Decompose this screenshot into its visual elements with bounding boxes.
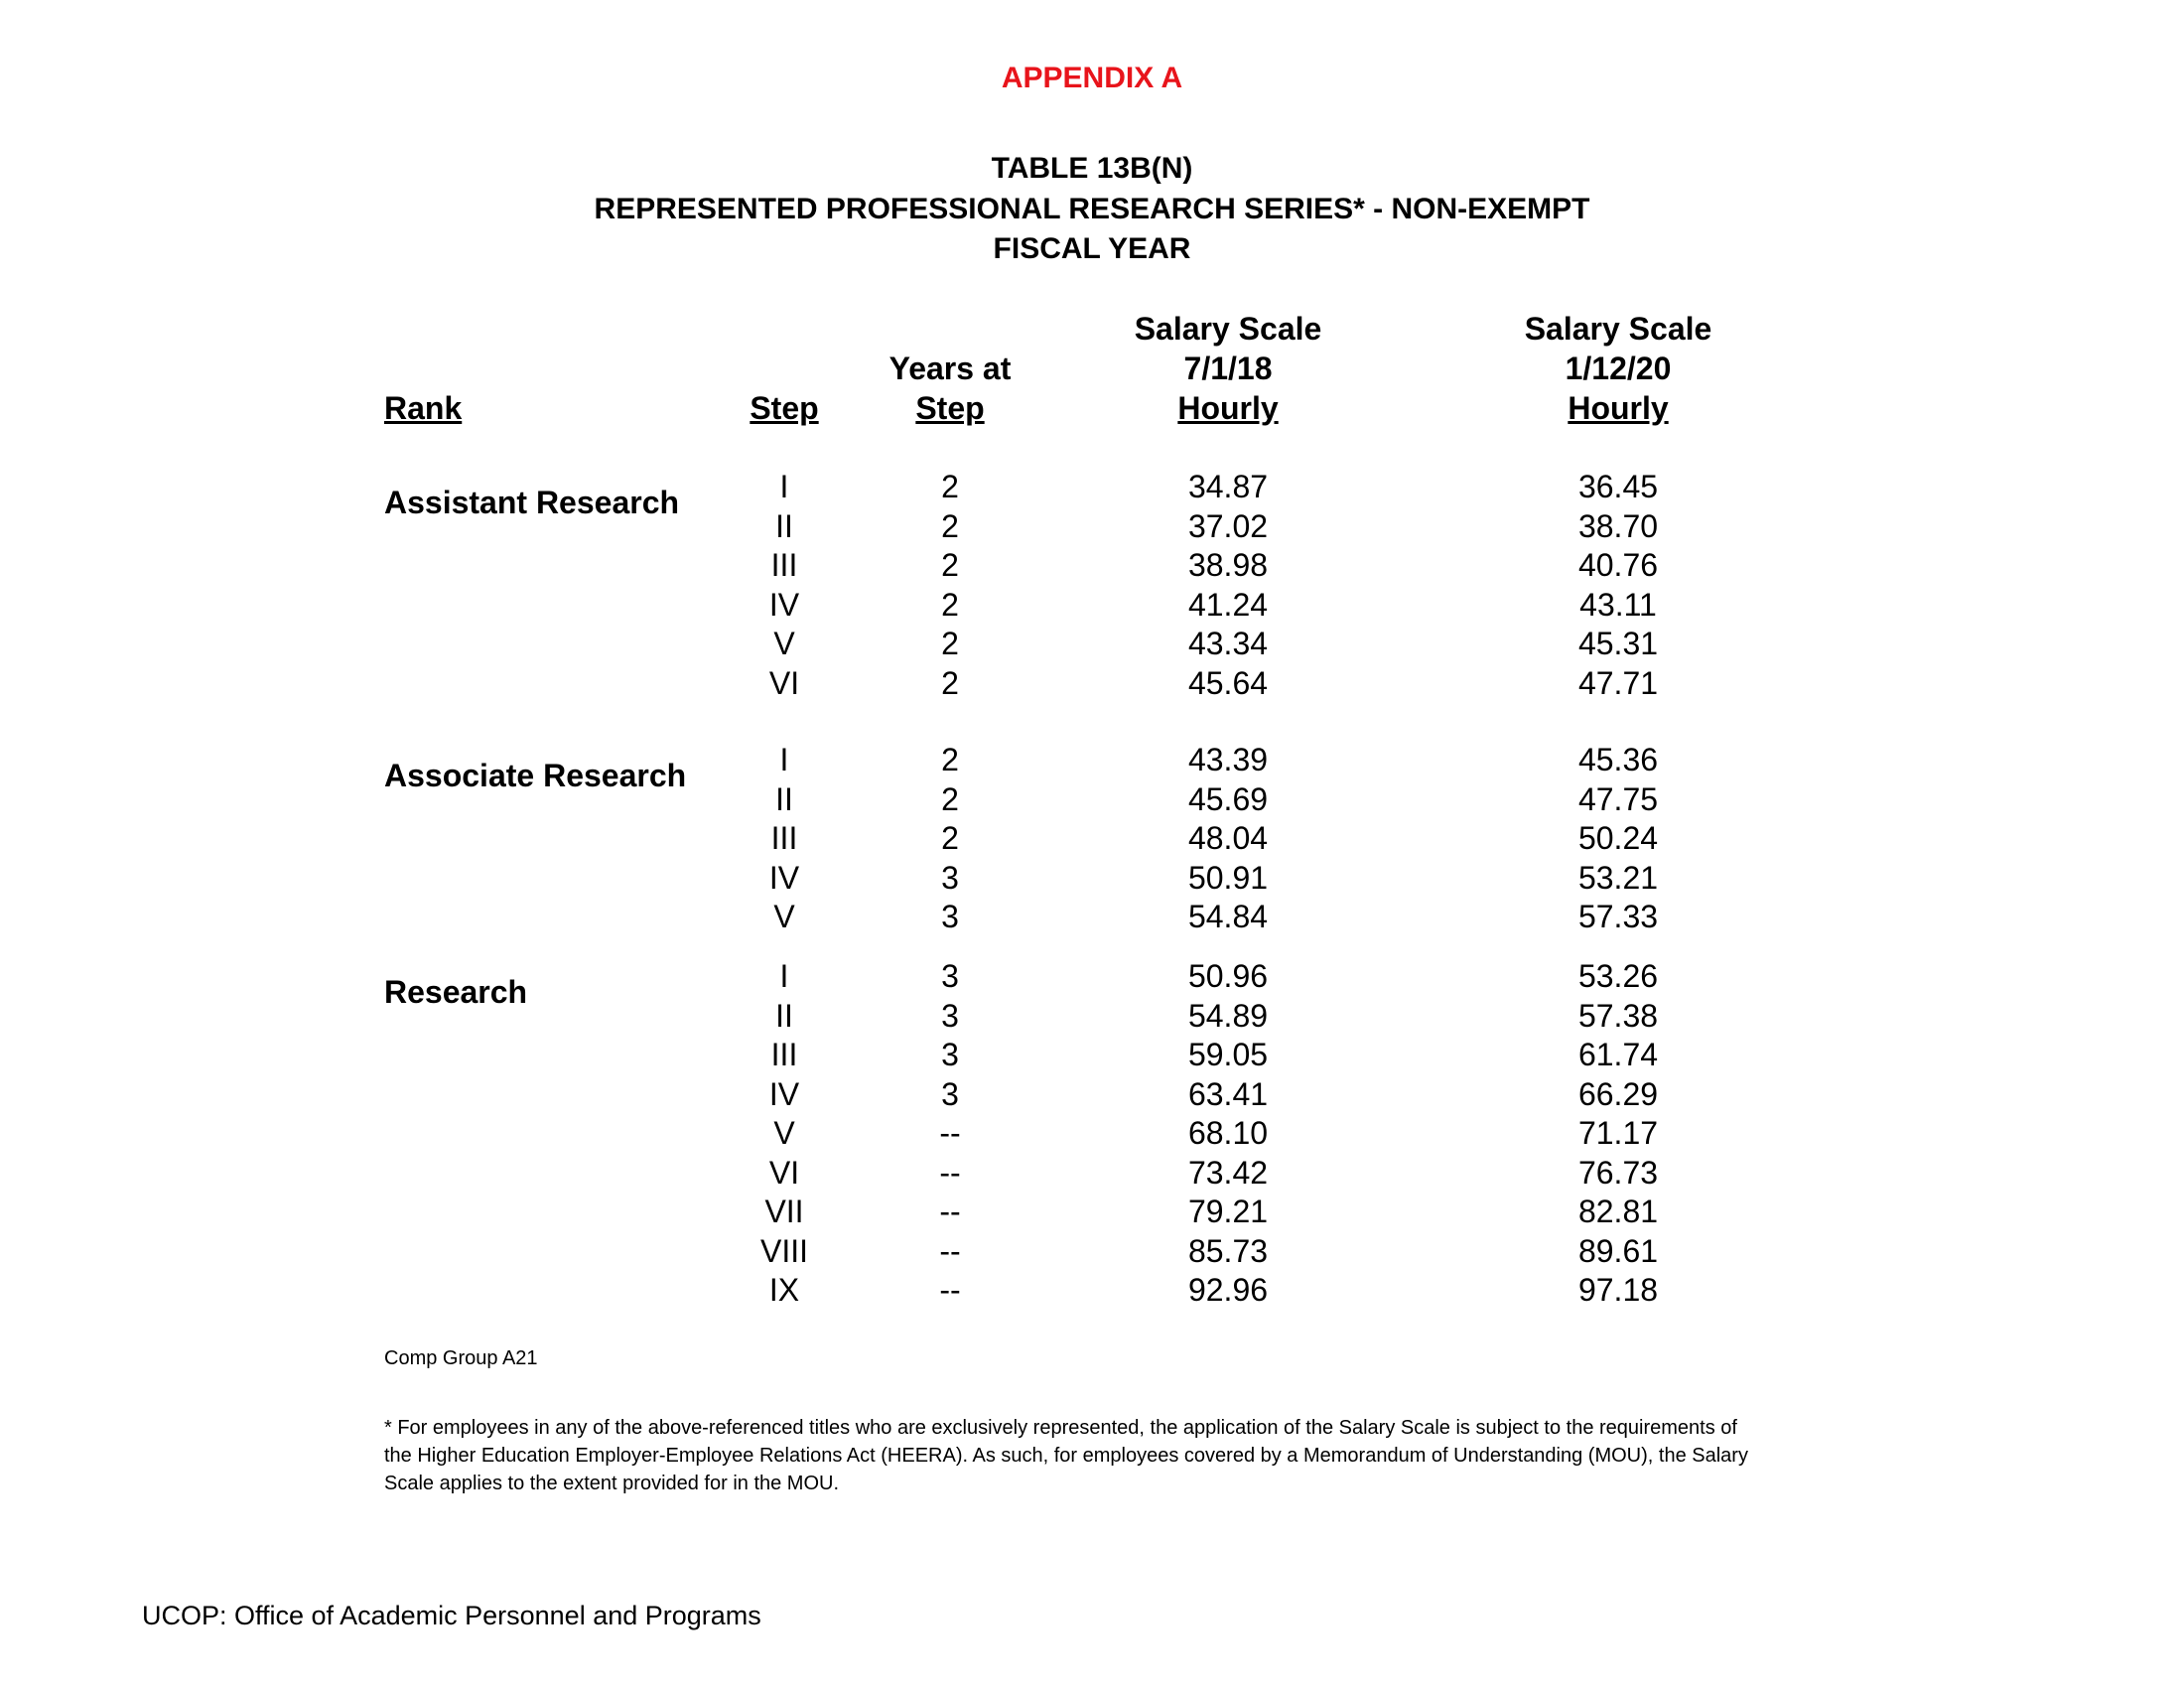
table-title: TABLE 13B(N) — [991, 152, 1193, 185]
step-cell: II — [775, 997, 793, 1034]
rank-label: Associate Research — [384, 758, 687, 793]
salary-2018-cell: 45.69 — [1187, 780, 1269, 817]
years-cell: 2 — [941, 780, 959, 817]
step-cell: II — [775, 507, 793, 544]
salary-2018-cell: 43.34 — [1187, 626, 1269, 661]
years-cell: 3 — [941, 1075, 959, 1112]
col-header-years-line1: Years at — [888, 351, 1012, 386]
step-cell: I — [779, 469, 789, 504]
salary-2018-cell: 59.05 — [1187, 1037, 1269, 1072]
years-cell: 2 — [941, 742, 959, 777]
salary-2020-cell: 38.70 — [1577, 507, 1659, 544]
col-header-scale-2 — [1489, 309, 1747, 428]
salary-2018-cell: 85.73 — [1187, 1232, 1269, 1269]
salary-2020-cell: 89.61 — [1577, 1232, 1659, 1269]
salary-2020-cell: 47.71 — [1577, 664, 1659, 701]
salary-2018-cell: 63.41 — [1187, 1075, 1269, 1112]
salary-2020-cell: 53.26 — [1577, 958, 1659, 994]
comp-group: Comp Group A21 — [384, 1347, 538, 1369]
step-cell: I — [779, 958, 789, 994]
col-header-scale-1-line3: Hourly — [1177, 390, 1279, 426]
step-cell: V — [773, 899, 795, 934]
years-cell: 2 — [941, 626, 959, 661]
years-cell: -- — [939, 1232, 961, 1269]
col-header-scale-2-line3: Hourly — [1568, 390, 1669, 426]
salary-2018-cell: 34.87 — [1187, 469, 1269, 504]
step-cell: VII — [764, 1194, 804, 1229]
salary-2018-cell: 54.84 — [1187, 899, 1269, 934]
salary-2018-cell: 45.64 — [1187, 664, 1269, 701]
step-cell: III — [770, 547, 798, 583]
col-header-scale-1 — [1099, 309, 1357, 428]
years-cell: 3 — [941, 958, 959, 994]
salary-2020-cell: 71.17 — [1577, 1115, 1659, 1151]
step-cell: V — [773, 626, 795, 661]
step-cell: IV — [768, 859, 800, 896]
step-cell: VI — [768, 1154, 800, 1191]
salary-2020-cell: 61.74 — [1577, 1037, 1659, 1072]
salary-2020-cell: 53.21 — [1577, 859, 1659, 896]
salary-2020-cell: 40.76 — [1577, 547, 1659, 583]
col-header-scale-2-line1: Salary Scale — [1524, 311, 1712, 347]
salary-2018-cell: 43.39 — [1187, 742, 1269, 777]
years-cell: 2 — [941, 664, 959, 701]
col-header-scale-1-line1: Salary Scale — [1134, 311, 1322, 347]
salary-2018-cell: 50.91 — [1187, 859, 1269, 896]
salary-2020-cell: 36.45 — [1577, 469, 1659, 504]
step-cell: VIII — [759, 1232, 808, 1269]
salary-2018-cell: 48.04 — [1187, 820, 1269, 856]
salary-2020-cell: 43.11 — [1579, 586, 1657, 623]
years-cell: 3 — [941, 899, 959, 934]
salary-2020-cell: 57.33 — [1577, 899, 1659, 934]
step-cell: V — [773, 1115, 795, 1151]
table-period: FISCAL YEAR — [993, 232, 1191, 265]
salary-2018-cell: 38.98 — [1187, 547, 1269, 583]
salary-2020-cell: 82.81 — [1577, 1194, 1659, 1229]
salary-2018-cell: 68.10 — [1187, 1115, 1269, 1151]
salary-2020-cell: 66.29 — [1577, 1075, 1659, 1112]
salary-2018-cell: 73.42 — [1187, 1154, 1269, 1191]
salary-2020-cell: 45.31 — [1577, 626, 1659, 661]
col-header-years — [851, 349, 1049, 428]
salary-2018-cell: 37.02 — [1187, 507, 1269, 544]
years-cell: 2 — [941, 469, 959, 504]
step-cell: VI — [768, 664, 800, 701]
step-cell: IX — [768, 1272, 800, 1308]
years-cell: -- — [939, 1154, 961, 1191]
step-cell: I — [779, 742, 789, 777]
table-subtitle: REPRESENTED PROFESSIONAL RESEARCH SERIES* - NON-EXEMPT — [594, 193, 1590, 225]
salary-2018-cell: 41.24 — [1187, 586, 1269, 623]
step-cell: IV — [768, 1075, 800, 1112]
salary-2020-cell: 45.36 — [1577, 742, 1659, 777]
years-cell: -- — [939, 1194, 961, 1229]
salary-2020-cell: 76.73 — [1577, 1154, 1659, 1191]
col-header-scale-2-line2: 1/12/20 — [1565, 351, 1672, 386]
years-cell: 2 — [941, 586, 959, 623]
col-header-step-label: Step — [750, 390, 819, 426]
col-header-rank-label: Rank — [384, 390, 463, 426]
step-cell: III — [770, 1037, 798, 1072]
salary-2018-cell: 50.96 — [1187, 958, 1269, 994]
years-cell: 2 — [941, 820, 959, 856]
rank-label: Assistant Research — [384, 485, 680, 520]
step-cell: IV — [768, 586, 800, 623]
col-header-step — [735, 388, 834, 428]
salary-2018-cell: 54.89 — [1187, 997, 1269, 1034]
salary-2020-cell: 57.38 — [1577, 997, 1659, 1034]
salary-2020-cell: 97.18 — [1577, 1272, 1659, 1308]
years-cell: 3 — [941, 1037, 959, 1072]
col-header-rank — [384, 388, 462, 428]
salary-2020-cell: 47.75 — [1577, 780, 1659, 817]
col-header-scale-1-line2: 7/1/18 — [1183, 351, 1273, 386]
salary-2018-cell: 92.96 — [1187, 1272, 1269, 1308]
salary-2020-cell: 50.24 — [1577, 820, 1659, 856]
years-cell: -- — [939, 1115, 961, 1151]
years-cell: 2 — [941, 507, 959, 544]
rank-label: Research — [384, 974, 528, 1010]
appendix-heading: APPENDIX A — [1001, 62, 1183, 94]
years-cell: 3 — [941, 997, 959, 1034]
page-footer: UCOP: Office of Academic Personnel and Programs — [142, 1601, 761, 1630]
step-cell: II — [775, 780, 793, 817]
step-cell: III — [770, 820, 798, 856]
salary-2018-cell: 79.21 — [1187, 1194, 1269, 1229]
footnote: * For employees in any of the above-referenced titles who are exclusively represented, the application of the Salary Scale is subject to the requirements of the Higher Education Employer-Employee Relations Act (HEERA). As such, for employees covered by a Memorandum of Understanding (MOU), the Salary Scale applies to the extent provided for in the MOU. — [384, 1417, 1748, 1494]
years-cell: -- — [939, 1272, 961, 1308]
col-header-years-line2: Step — [915, 390, 985, 426]
years-cell: 2 — [941, 547, 959, 583]
years-cell: 3 — [941, 859, 959, 896]
